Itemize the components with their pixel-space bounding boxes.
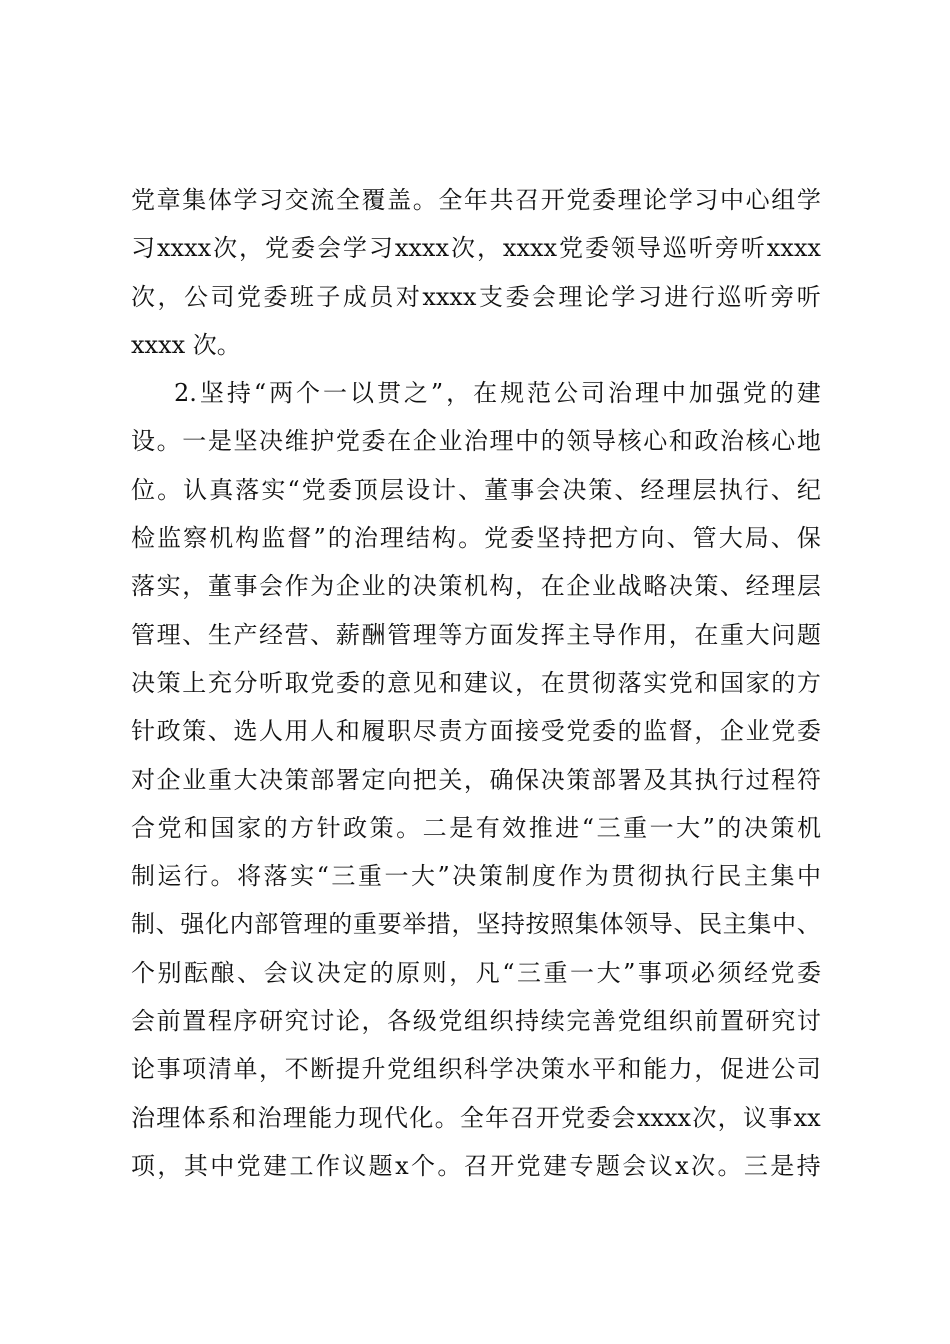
text-line: 对 企 业 重 大 决 策 部 署 定 向 把 关 ， 确 保 决 策 部 署 及 其 执 行 过 程 符	[131, 765, 821, 794]
text-line: 针 政 策 、 选 人 用 人 和 履 职 尽 责 方 面 接 受 党 委 的 监 督 ， 企 业 党 委	[131, 717, 821, 746]
text-line: 位 。 认 真 落 实 “ 党 委 顶 层 设 计 、 董 事 会 决 策 、 经 理 层 执 行 、 纪	[131, 475, 821, 504]
paragraph-2	[131, 369, 821, 1190]
body-text	[131, 176, 821, 1190]
text-line: 设 。 一 是 坚 决 维 护 党 委 在 企 业 治 理 中 的 领 导 核 心 和 政 治 核 心 地	[131, 427, 821, 456]
text-line: 2. 坚 持 “ 两 个 一 以 贯 之 ” ， 在 规 范 公 司 治 理 中 加 强 党 的 建	[174, 379, 821, 408]
text-line: 制 、 强 化 内 部 管 理 的 重 要 举 措 ， 坚 持 按 照 集 体 领 导 、 民 主 集 中 、	[131, 910, 821, 939]
text-line: 治 理 体 系 和 治 理 能 力 现 代 化 。 全 年 召 开 党 委 会 xxxx 次 ， 议 事 xx	[131, 1103, 821, 1132]
text-line: 个 别 酝 酿 、 会 议 决 定 的 原 则 ， 凡 “ 三 重 一 大 ” 事 项 必 须 经 党 委	[131, 958, 821, 987]
paragraph-1	[131, 176, 821, 369]
text-line: xxxx 次。	[131, 330, 241, 359]
text-line: 制 运 行 。 将 落 实 “ 三 重 一 大 ” 决 策 制 度 作 为 贯 彻 执 行 民 主 集 中	[131, 862, 821, 891]
text-line: 党 章 集 体 学 习 交 流 全 覆 盖 。 全 年 共 召 开 党 委 理 论 学 习 中 心 组 学	[131, 186, 821, 214]
text-line: 检 监 察 机 构 监 督 ” 的 治 理 结 构 。 党 委 坚 持 把 方 向 、 管 大 局 、 保	[131, 524, 821, 553]
text-line: 习 xxxx 次 ， 党 委 会 学 习 xxxx 次 ， xxxx 党 委 领 导 巡 听 旁 听 xxxx	[131, 234, 821, 263]
text-line: 管 理 、 生 产 经 营 、 薪 酬 管 理 等 方 面 发 挥 主 导 作 用 ， 在 重 大 问 题	[131, 620, 821, 649]
text-line: 会 前 置 程 序 研 究 讨 论 ， 各 级 党 组 织 持 续 完 善 党 组 织 前 置 研 究 讨	[131, 1007, 821, 1036]
text-line: 次 ， 公 司 党 委 班 子 成 员 对 xxxx 支 委 会 理 论 学 习 进 行 巡 听 旁 听	[131, 282, 821, 311]
text-line: 决 策 上 充 分 听 取 党 委 的 意 见 和 建 议 ， 在 贯 彻 落 实 党 和 国 家 的 方	[131, 668, 821, 697]
text-line: 合 党 和 国 家 的 方 针 政 策 。 二 是 有 效 推 进 “ 三 重 一 大 ” 的 决 策 机	[131, 813, 821, 842]
text-line: 论 事 项 清 单 ， 不 断 提 升 党 组 织 科 学 决 策 水 平 和 能 力 ， 促 进 公 司	[131, 1055, 821, 1084]
text-line: 落 实 ， 董 事 会 作 为 企 业 的 决 策 机 构 ， 在 企 业 战 略 决 策 、 经 理 层	[131, 572, 821, 601]
text-line: 项 ， 其 中 党 建 工 作 议 题 x 个 。 召 开 党 建 专 题 会 议 x 次 。 三 是 持	[131, 1151, 821, 1180]
